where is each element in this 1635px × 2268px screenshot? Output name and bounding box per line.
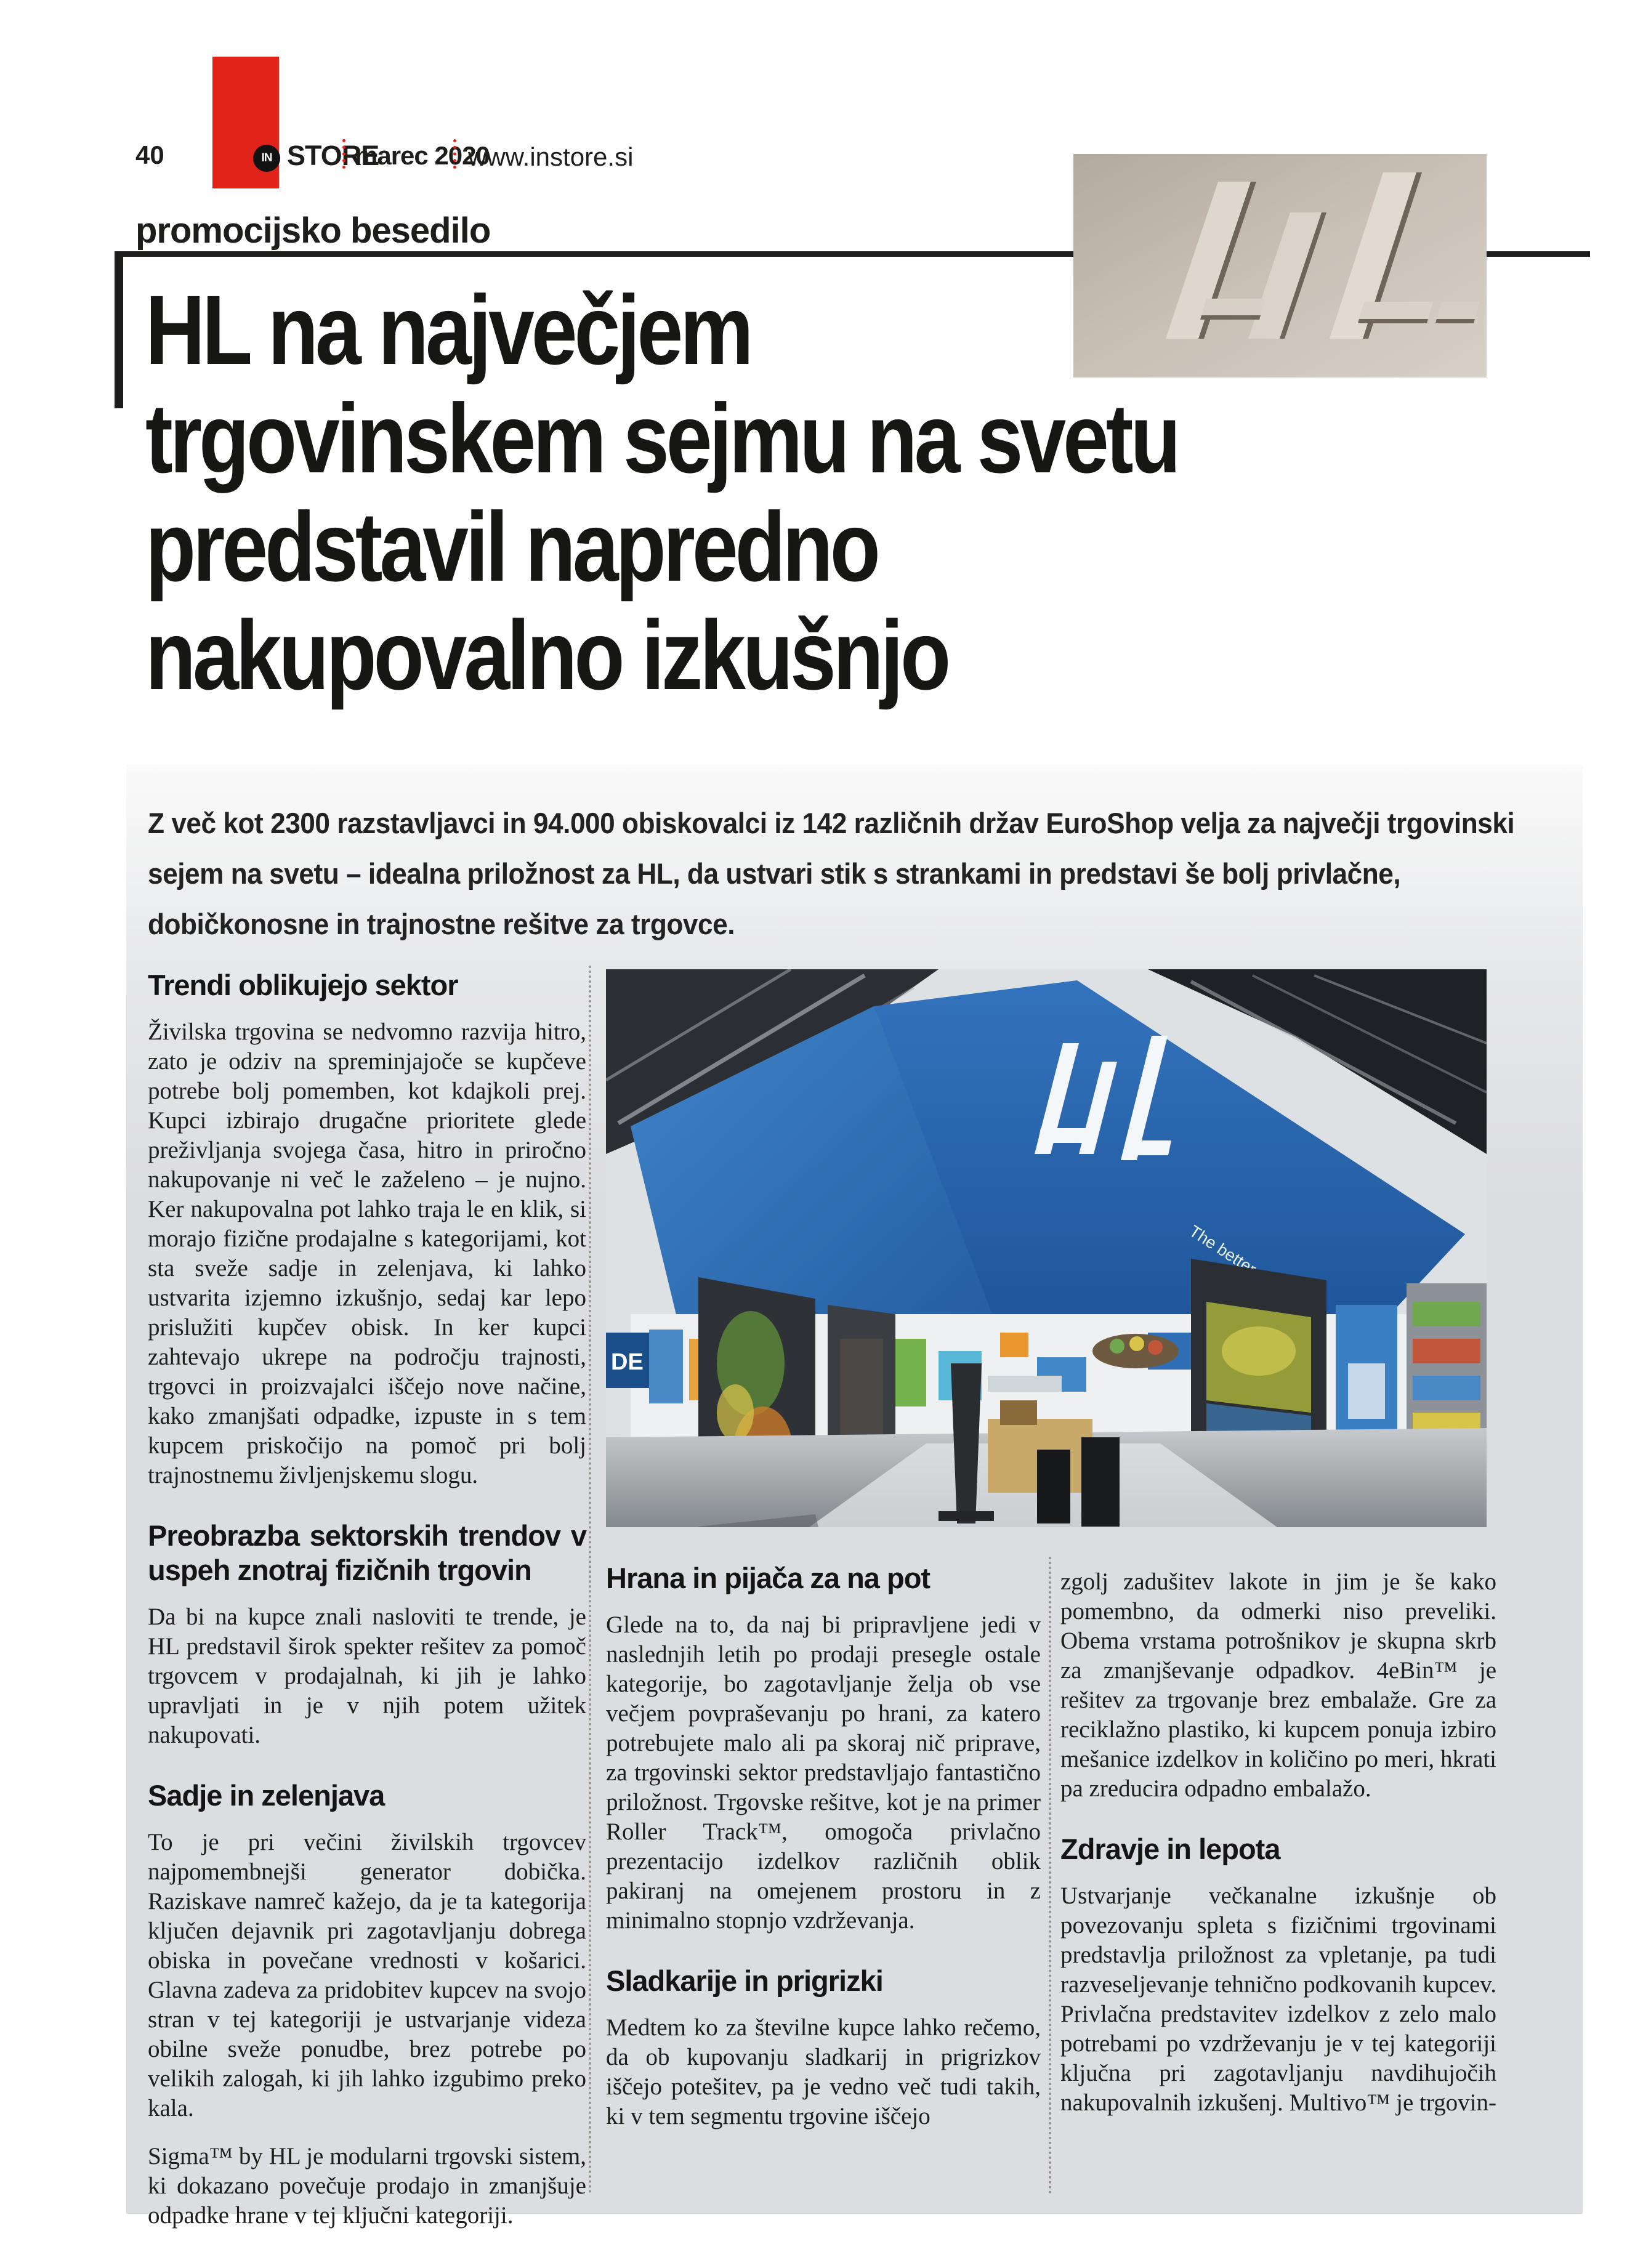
column-left <box>148 968 586 2249</box>
column-right <box>1060 1567 1496 2136</box>
section-heading: Preobrazba sektorskih trendov v uspeh znotraj fizičnih trgovin <box>148 1519 586 1586</box>
euroshop-booth-photo <box>606 969 1487 1527</box>
headline-line: HL na največjem <box>145 275 751 385</box>
instore-logo-store-text: STORE <box>287 140 379 171</box>
kicker-label: promocijsko besedilo <box>135 211 491 251</box>
headline-line: predstavil napredno <box>145 491 878 602</box>
body-paragraph: zgolj zadušitev lakote in jim je še kako pomembno, da odmerki niso preveliki. Obema vrstama potrošnikov je skupna skrb za zmanjševanje odpadkov. 4eBin™ je rešitev za trgovanje brez embalaže. Gre za reciklažno plastiko, ki kupcem ponuja izbiro mešanice izdelkov in količino po meri, hkrati pa zreducira odpadno embalažo. <box>1060 1568 1496 1802</box>
column-middle <box>606 1561 1041 2150</box>
column-separator <box>1049 1557 1051 2194</box>
hl-logo-relief-photo <box>1073 154 1487 377</box>
instore-logo-in-text: IN <box>261 151 272 164</box>
column-separator <box>589 966 591 2194</box>
body-paragraph: Sigma™ by HL je modularni trgovski sistem, ki dokazano povečuje prodajo in zmanjšuje odpadke hrane v tej ključni kategoriji. <box>148 2143 586 2229</box>
section-heading: Hrana in pijača za na pot <box>606 1562 931 1594</box>
header-dotted-separator <box>342 139 345 169</box>
header-rule-tick <box>115 251 123 408</box>
headline-line: nakupovalno izkušnjo <box>145 600 948 710</box>
body-paragraph: To je pri večini živilskih trgovcev najpomembnejši generator dobička. Raziskave namreč kažejo, da je ta kategorija ključen dejavnik pri zagotavljanju dobrega obiska in povečane vrednosti v košarici. Glavna zadeva za pridobitev kupcev na svojo stran v tej kategoriji je ustvarjanje videza obilne sveže ponudbe, brez potrebe po velikih zalogah, ki jih lahko izgubimo preko kala. <box>148 1829 586 2121</box>
page-number: 40 <box>135 140 164 169</box>
section-heading: Zdravje in lepota <box>1060 1833 1280 1865</box>
instore-logo-in-icon <box>253 145 280 172</box>
body-paragraph: Da bi na kupce znali nasloviti te trende, je HL predstavil širok spekter rešitev za pomoč trgovcem v prodajalnah, ki jih je lahko upravljati in je v njih potem užitek nakupovati. <box>148 1604 586 1748</box>
body-paragraph: Ustvarjanje večkanalne izkušnje ob povezovanju spleta s fizičnimi trgovinami predstavlja priložnost za vpletanje, pa tudi razveseljevanje tehnično podkovanih kupcev. Privlačna predstavitev izdelkov z zelo malo potrebami po vzdrževanju je v tej kategoriji ključna pri zagotavljanju navdihujočih nakupovalnih izkušenj. Multivo™ je trgovin- <box>1060 1883 1496 2116</box>
section-heading: Sadje in zelenjava <box>148 1779 385 1812</box>
lead-paragraph: Z več kot 2300 razstavljavci in 94.000 obiskovalci iz 142 različnih držav EuroShop velja za največji trgovinski sejem na svetu – idealna priložnost za HL, da ustvari stik s strankami in predstavi še bolj privlačne, dobičkonosne in trajnostne rešitve za trgovce. <box>148 807 1515 940</box>
body-paragraph: Glede na to, da naj bi pripravljene jedi v naslednjih letih po prodaji presegle ostale kategorije, bo zagotavljanje želja ob vse večjem povpraševanju po hrani, za katero potrebujete malo ali pa skoraj nič priprave, za trgovinski sektor predstavljajo fantastično priložnost. Trgovske rešitve, kot je na primer Roller Track™, omogoča privlačno prezentacijo izdelkov različnih oblik pakiranj na omejenem prostoru in z minimalno stopnjo vzdrževanja. <box>606 1612 1041 1934</box>
body-paragraph: Medtem ko za številne kupce lahko rečemo, da ob kupovanju sladkarij in prigrizkov iščejo potešitev, pa je vedno več tudi takih, ki v tem segmentu trgovine iščejo <box>606 2014 1041 2129</box>
header-dotted-separator <box>453 139 456 169</box>
body-paragraph: Živilska trgovina se nedvomno razvija hitro, zato je odziv na spreminjajoče se kupčeve potrebe bolj pomemben, kot kdajkoli prej. Kupci izbirajo drugačne prioritete glede preživljanja svojega časa, hitro in priročno nakupovanje ni več le zaželeno – je nujno. Ker nakupovalna pot lahko traja le en klik, si morajo fizične prodajalne s kategorijami, kot sta sveže sadje in zelenjava, ki lahko ustvarita izjemno izkušnjo, sedaj kar lepo prislužiti kupčev obisk. In ker kupci zahtevajo ukrepe na področju trajnosti, trgovci in proizvajalci iščejo nove načine, kako zmanjšati odpadke, izpuste in s tem kupcem priskočijo na pomoč pri bolj trajnostnemu življenjskemu slogu. <box>148 1019 586 1488</box>
issue-date: marec 2020 <box>355 141 490 170</box>
section-heading: Trendi oblikujejo sektor <box>148 969 458 1001</box>
wall-label-text: DE <box>611 1349 644 1375</box>
banner-text-right: The better <box>1185 1221 1260 1279</box>
wall-label <box>606 1333 649 1388</box>
section-heading: Sladkarije in prigrizki <box>606 1964 883 1997</box>
headline-line: trgovinskem sejmu na svetu <box>145 383 1178 493</box>
website-url: www.instore.si <box>468 142 634 171</box>
